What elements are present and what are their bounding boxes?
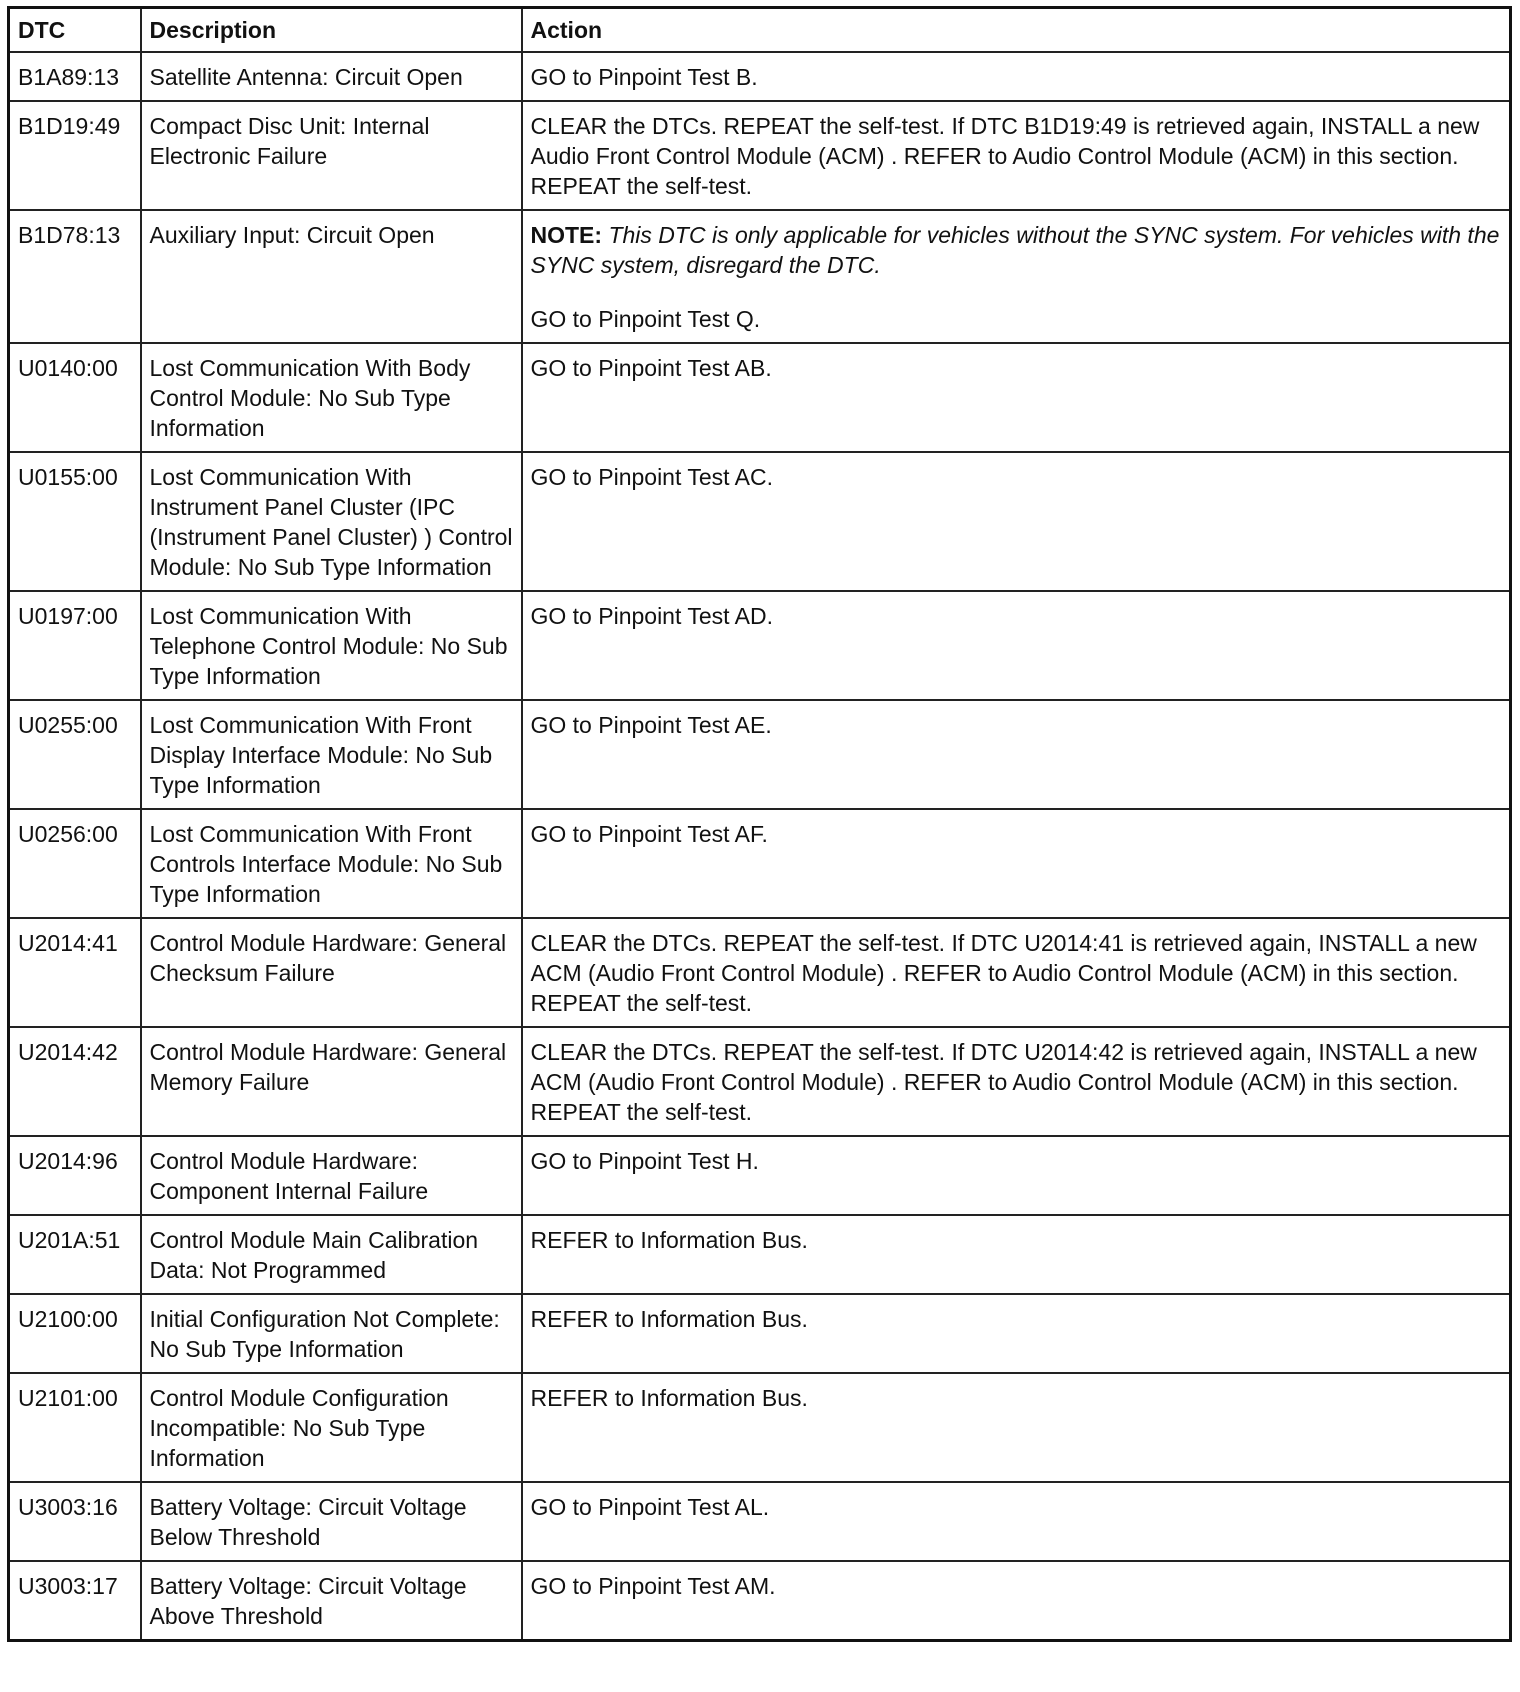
- dtc-table: [7, 6, 1512, 1642]
- table-row: [9, 1561, 1511, 1641]
- dtc-description: Satellite Antenna: Circuit Open: [141, 52, 522, 101]
- dtc-description: Lost Communication With Front Display Interface Module: No Sub Type Information: [141, 700, 522, 809]
- table-row: [9, 1027, 1511, 1136]
- dtc-description: Lost Communication With Front Controls Interface Module: No Sub Type Information: [141, 809, 522, 918]
- note-block: [531, 220, 1502, 280]
- dtc-description: Lost Communication With Body Control Module: No Sub Type Information: [141, 343, 522, 452]
- dtc-description: Lost Communication With Instrument Panel Cluster (IPC (Instrument Panel Cluster) ) Control Module: No Sub Type Information: [141, 452, 522, 591]
- dtc-action: REFER to Information Bus.: [522, 1215, 1511, 1294]
- table-header-row: [9, 8, 1511, 53]
- table-row: [9, 343, 1511, 452]
- header-dtc: DTC: [9, 8, 141, 53]
- dtc-description: Control Module Main Calibration Data: Not Programmed: [141, 1215, 522, 1294]
- dtc-code: U3003:16: [9, 1482, 141, 1561]
- dtc-code: U2101:00: [9, 1373, 141, 1482]
- table-row: [9, 700, 1511, 809]
- dtc-code: U2014:41: [9, 918, 141, 1027]
- dtc-code: U0197:00: [9, 591, 141, 700]
- table-row: [9, 918, 1511, 1027]
- dtc-action: GO to Pinpoint Test AL.: [522, 1482, 1511, 1561]
- table-row: [9, 101, 1511, 210]
- dtc-action-cell: [522, 210, 1511, 343]
- dtc-action: GO to Pinpoint Test AF.: [522, 809, 1511, 918]
- dtc-description: Lost Communication With Telephone Control Module: No Sub Type Information: [141, 591, 522, 700]
- table-row: [9, 1294, 1511, 1373]
- table-row: [9, 1215, 1511, 1294]
- note-text: This DTC is only applicable for vehicles without the SYNC system. For vehicles with the SYNC system, disregard the DTC.: [530, 222, 1500, 278]
- table-row: [9, 1136, 1511, 1215]
- dtc-action: GO to Pinpoint Test AC.: [522, 452, 1511, 591]
- dtc-action: GO to Pinpoint Test AE.: [522, 700, 1511, 809]
- dtc-code: U0256:00: [9, 809, 141, 918]
- note-label: NOTE:: [530, 222, 603, 248]
- dtc-action: CLEAR the DTCs. REPEAT the self-test. If DTC U2014:42 is retrieved again, INSTALL a new ACM (Audio Front Control Module) . REFER to Audio Control Module (ACM) in this section. REPEAT the self-test.: [522, 1027, 1511, 1136]
- dtc-action: CLEAR the DTCs. REPEAT the self-test. If DTC U2014:41 is retrieved again, INSTALL a new ACM (Audio Front Control Module) . REFER to Audio Control Module (ACM) in this section. REPEAT the self-test.: [522, 918, 1511, 1027]
- dtc-code: U0255:00: [9, 700, 141, 809]
- dtc-description: Initial Configuration Not Complete: No Sub Type Information: [141, 1294, 522, 1373]
- dtc-description: Compact Disc Unit: Internal Electronic Failure: [141, 101, 522, 210]
- dtc-description: Auxiliary Input: Circuit Open: [141, 210, 522, 343]
- table-row: [9, 210, 1511, 343]
- dtc-code: B1D78:13: [9, 210, 141, 343]
- table-row: [9, 452, 1511, 591]
- dtc-description: Control Module Hardware: General Checksum Failure: [141, 918, 522, 1027]
- dtc-description: Control Module Hardware: Component Internal Failure: [141, 1136, 522, 1215]
- dtc-action: GO to Pinpoint Test AB.: [522, 343, 1511, 452]
- header-description: Description: [141, 8, 522, 53]
- dtc-code: B1A89:13: [9, 52, 141, 101]
- dtc-code: U2014:42: [9, 1027, 141, 1136]
- dtc-action: GO to Pinpoint Test AM.: [522, 1561, 1511, 1641]
- dtc-code: U0140:00: [9, 343, 141, 452]
- dtc-code: U0155:00: [9, 452, 141, 591]
- dtc-description: Control Module Configuration Incompatible: No Sub Type Information: [141, 1373, 522, 1482]
- table-row: [9, 52, 1511, 101]
- dtc-action: GO to Pinpoint Test H.: [522, 1136, 1511, 1215]
- table-row: [9, 1373, 1511, 1482]
- dtc-code: U201A:51: [9, 1215, 141, 1294]
- dtc-action: GO to Pinpoint Test B.: [522, 52, 1511, 101]
- dtc-description: Battery Voltage: Circuit Voltage Below Threshold: [141, 1482, 522, 1561]
- table-row: [9, 1482, 1511, 1561]
- dtc-action: GO to Pinpoint Test AD.: [522, 591, 1511, 700]
- header-action: Action: [522, 8, 1511, 53]
- dtc-action: GO to Pinpoint Test Q.: [530, 306, 761, 332]
- dtc-action: REFER to Information Bus.: [522, 1294, 1511, 1373]
- dtc-code: U3003:17: [9, 1561, 141, 1641]
- table-row: [9, 809, 1511, 918]
- dtc-code: B1D19:49: [9, 101, 141, 210]
- dtc-action: CLEAR the DTCs. REPEAT the self-test. If DTC B1D19:49 is retrieved again, INSTALL a new Audio Front Control Module (ACM) . REFER to Audio Control Module (ACM) in this section. REPEAT the self-test.: [522, 101, 1511, 210]
- table-row: [9, 591, 1511, 700]
- dtc-description: Control Module Hardware: General Memory Failure: [141, 1027, 522, 1136]
- dtc-action: REFER to Information Bus.: [522, 1373, 1511, 1482]
- dtc-code: U2100:00: [9, 1294, 141, 1373]
- dtc-code: U2014:96: [9, 1136, 141, 1215]
- dtc-description: Battery Voltage: Circuit Voltage Above Threshold: [141, 1561, 522, 1641]
